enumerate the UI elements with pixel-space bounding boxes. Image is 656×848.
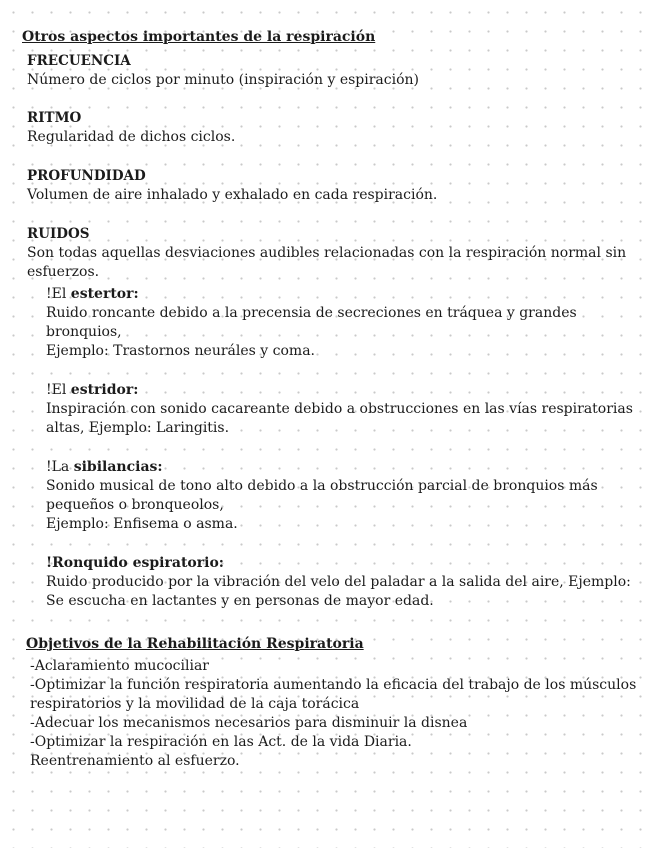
ruido-item-heading — [46, 554, 626, 573]
profundidad-text: Volumen de aire inhalado y exhalado en cada respiración. — [27, 187, 438, 203]
ritmo-block — [27, 109, 235, 147]
ruido-name: estridor — [70, 382, 134, 398]
frecuencia-block — [27, 52, 419, 90]
ruido-line: Ejemplo: Enfisema o asma. — [46, 516, 238, 532]
ruido-item-heading — [46, 285, 626, 304]
ruido-item-estertor — [46, 285, 626, 361]
ruido-item-heading — [46, 381, 626, 400]
profundidad-block — [27, 167, 437, 205]
ruido-prefix: !El — [46, 382, 71, 398]
ruidos-text-line1: Son todas aquellas desviaciones audibles relacionadas con la respiración normal sin — [27, 245, 627, 261]
ruido-suffix: : — [218, 555, 224, 571]
ruido-item-estridor — [46, 381, 633, 438]
ruido-suffix: : — [157, 459, 163, 475]
ruido-prefix: ! — [46, 555, 53, 571]
profundidad-heading: PROFUNDIDAD — [27, 168, 146, 184]
ruido-item-ronquido — [46, 554, 631, 611]
objective-line: -Adecuar los mecanismos necesarios para disminuir la disnea — [30, 715, 468, 731]
ruido-line: bronquios, — [46, 324, 122, 340]
objectives-list — [30, 657, 637, 771]
frecuencia-text: Número de ciclos por minuto (inspiración y espiración) — [27, 72, 419, 88]
ruido-suffix: : — [133, 382, 139, 398]
ruido-line: Sonido musical de tono alto debido a la obstrucción parcial de bronquios más — [46, 478, 598, 494]
ruido-item-sibilancias — [46, 458, 626, 534]
objective-line: respiratorios y la movilidad de la caja torácica — [30, 696, 360, 712]
frecuencia-heading: FRECUENCIA — [27, 53, 131, 69]
ruido-name: Ronquido espiratorio — [52, 555, 219, 571]
ruido-name: estertor — [70, 286, 134, 302]
objective-line: -Optimizar la respiración en las Act. de la vida Diaria. — [30, 734, 412, 750]
ruido-prefix: !La — [46, 459, 74, 475]
ruido-line: Se escucha en lactantes y en personas de mayor edad. — [46, 593, 434, 609]
ruido-line: Ruido roncante debido a la precensia de secreciones en tráquea y grandes — [46, 305, 577, 321]
ruido-prefix: !El — [46, 286, 71, 302]
section-title-objetivos: Objetivos de la Rehabilitación Respiratoria — [26, 636, 364, 652]
ruido-line: altas, Ejemplo: Laringitis. — [46, 420, 230, 436]
ruidos-heading: RUIDOS — [27, 226, 90, 242]
ruido-line: Inspiración con sonido cacareante debido a obstrucciones en las vías respiratorias — [46, 401, 633, 417]
ruido-line: pequeños o bronqueolos, — [46, 497, 224, 513]
objective-line: -Aclaramiento mucociliar — [30, 658, 209, 674]
objective-line: Reentrenamiento al esfuerzo. — [30, 753, 240, 769]
ruido-suffix: : — [133, 286, 139, 302]
ruido-item-heading — [46, 458, 626, 477]
ruidos-block — [27, 225, 627, 282]
ruido-line: Ruido producido por la vibración del velo del paladar a la salida del aire, Ejemplo: — [46, 574, 631, 590]
ritmo-heading: RITMO — [27, 110, 82, 126]
ritmo-text: Regularidad de dichos ciclos. — [27, 129, 236, 145]
section-title-aspectos: Otros aspectos importantes de la respiración — [22, 29, 376, 45]
objective-line: -Optimizar la función respiratoria aumentando la eficacia del trabajo de los músculos — [30, 677, 637, 693]
ruidos-text-line2: esfuerzos. — [27, 264, 100, 280]
ruido-line: Ejemplo: Trastornos neuráles y coma. — [46, 343, 316, 359]
ruido-name: sibilancias — [73, 459, 158, 475]
